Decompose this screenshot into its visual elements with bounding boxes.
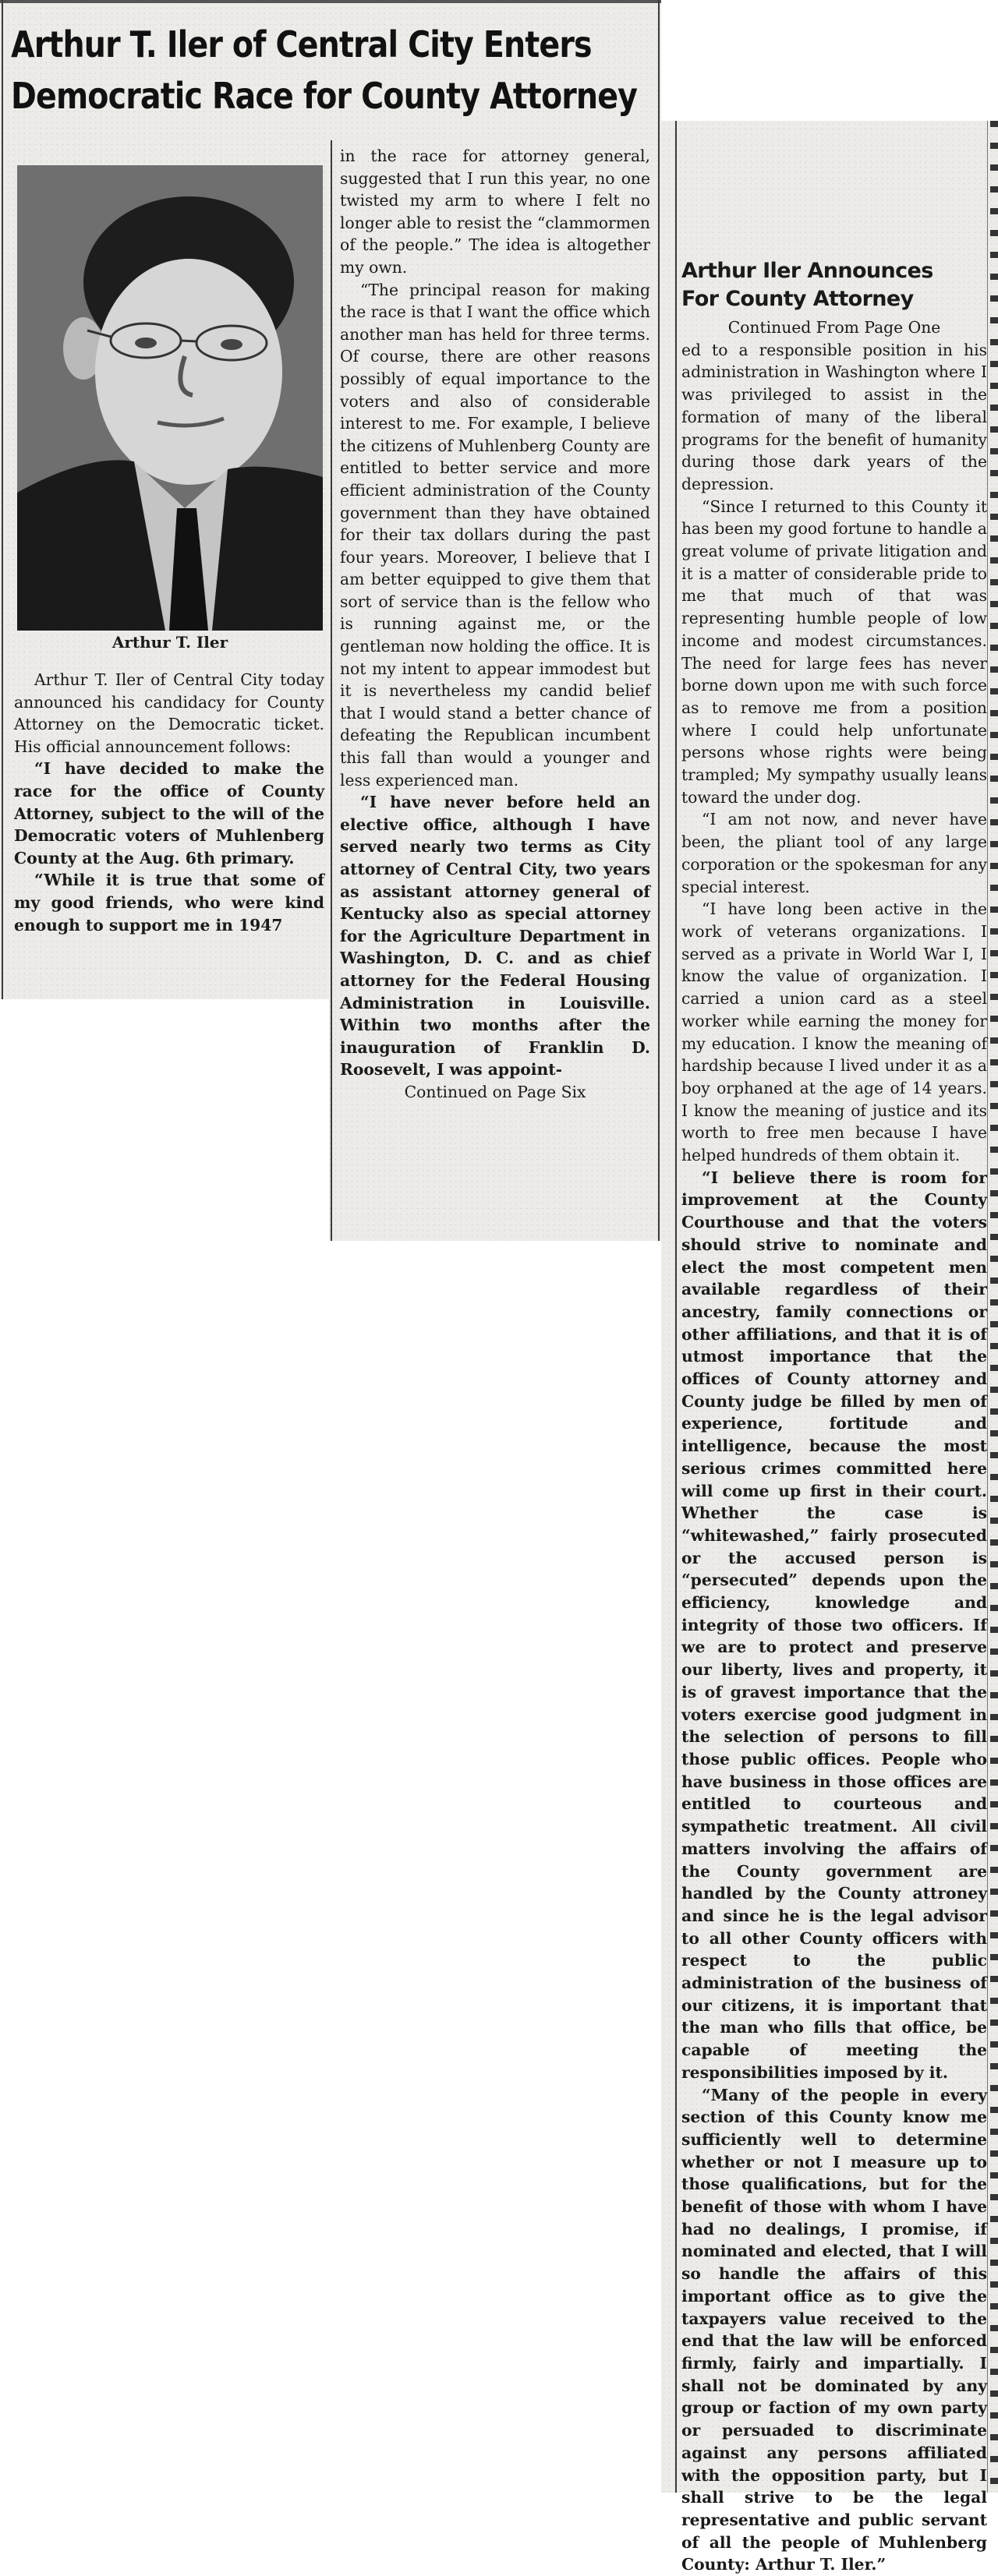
paragraph: “While it is true that some of my good friends, who were kind enough to support me in 1947	[14, 871, 324, 935]
headline	[11, 19, 648, 122]
article-column-2	[340, 145, 650, 1104]
continued-on-notice: Continued on Page Six	[404, 1082, 586, 1101]
paragraph: “Many of the people in every section of this County know me sufficiently well to determine whether or not I measure up to those qualifications, but for the benefit of those with whom I have had no dealings, I promise, if nominated and elected, that I will so handle the affairs of this important office as to give the taxpayers value received to the end that the law will be enforced firmly, fairly and impartially. I shall not be dominated by any group or faction of my own party or persuaded to discriminate against any persons affiliated with the opposition party, but I shall strive to be the legal representative and public servant of all the people of Muhlenberg County: Arthur T. Iler.”	[681, 2085, 987, 2574]
paragraph: “I have decided to make the race for the office of County Attorney, subject to the will of the Democratic voters of Muhlenberg County at the Aug. 6th primary.	[14, 759, 324, 868]
portrait-image	[17, 165, 323, 631]
column-rule	[2, 0, 3, 999]
paragraph: ed to a responsible position in his administration in Washington where I was privileged to assist in the formation of many of the liberal programs for the benefit of humanity during those dark years of the depression.	[681, 340, 987, 493]
paragraph: “I have long been active in the work of veterans organizations. I served as a private in World War I, I know the value of organization. I carried a union card as a steel worker while earning the money for my education. I know the meaning of hardship because I lived under it as a boy orphaned at the age of 14 years. I know the meaning of justice and its worth to free men because I have helped hundreds of them obtain it.	[681, 899, 987, 1165]
paragraph: “I believe there is room for improvement at the County Courthouse and that the voters should strive to nominate and elect the most competent men available regardless of their ancestry, family connections or other affiliations, and that it is of utmost importance that the offices of County attorney and County judge be filled by men of experience, fortitude and intelligence, because the most serious crimes committed here will come up first in their court. Whether the case is “whitewashed,” fairly prosecuted or the accused person is “persecuted” depends upon the efficiency, knowledge and integrity of those two officers. If we are to protect and preserve our liberty, lives and property, it is of gravest importance that the voters exercise good judgment in the selection of persons to fill those public offices. People who have business in those offices are entitled to courteous and sympathetic treatment. All civil matters involving the affairs of the County government are handled by the County attroney and since he is the legal advisor to all other County officers with respect to the public administration of the business of our citizens, it is important that the man who fills that office, be capable of meeting the responsibilities imposed by it.	[681, 1168, 987, 2082]
headline-line-1: Arthur T. Iler of Central City Enters	[11, 23, 592, 65]
continued-from-notice: Continued From Page One	[727, 318, 941, 337]
continuation-headline-line-2: For County Attorney	[681, 287, 914, 311]
paragraph: “I am not now, and never have been, the pliant tool of any large corporation or the spokesman for any special interest.	[681, 810, 987, 896]
portrait-photo	[17, 165, 323, 631]
paragraph: in the race for attorney general, suggested that I run this year, no one twisted my arm to where I felt no longer able to resist the “clammormen of the people.” The idea is altogether my own.	[340, 147, 650, 277]
column-rule	[987, 121, 988, 2493]
continuation-headline	[681, 257, 987, 313]
top-rule	[0, 0, 661, 3]
continuation-column	[681, 243, 987, 2576]
paragraph: “Since I returned to this County it has been my good fortune to handle a great volume of private litigation and it is a matter of considerable pride to me that much of that was representing humble people of low income and modest circumstances. The need for large fees has never borne down upon me with such force as to remove me from a position where I could help unfortunate persons whose rights were being trampled; My sympathy usually leans toward the under dog.	[681, 496, 987, 807]
column-rule	[675, 121, 677, 2493]
paragraph: Arthur T. Iler of Central City today announced his candidacy for County Attorney on the Democratic ticket. His official announcement follows:	[14, 670, 324, 756]
clipped-text-fragments	[661, 1235, 672, 2093]
clipped-adjacent-column	[990, 121, 998, 2493]
continuation-headline-line-1: Arthur Iler Announces	[681, 259, 933, 283]
paragraph: “I have never before held an elective office, although I have served nearly two terms as City attorney of Central City, two years as assistant attorney general of Kentucky also as special attorney for the Agriculture Department in Washington, D. C. and as chief attorney for the Federal Housing Administration in Louisville. Within two months after the inauguration of Franklin D. Roosevelt, I was appoint-	[340, 793, 650, 1080]
continuation-clipping	[661, 121, 998, 2574]
headline-line-2: Democratic Race for County Attorney	[11, 75, 638, 117]
article-column-1	[14, 669, 324, 936]
paragraph: “The principal reason for making the race is that I want the office which another man has held for three terms. Of course, there are other reasons possibly of equal importance to the voters and also of considerable interest to me. For example, I believe the citizens of Muhlenberg County are entitled to better service and more efficient administration of the County government than they have obtained for their tax dollars during the past four years. Moreover, I believe that I am better equipped to give them that sort of service than is the fellow who is running against me, or the gentleman now holding the office. It is not my intent to appear immodest but it is nevertheless my candid belief that I would stand a better chance of defeating the Republican incumbent this fall than would a younger and less experienced man.	[340, 280, 650, 790]
photo-caption: Arthur T. Iler	[111, 633, 228, 652]
clipping-cutout	[0, 999, 329, 1249]
column-rule	[331, 140, 332, 1241]
column-rule	[658, 0, 660, 1241]
